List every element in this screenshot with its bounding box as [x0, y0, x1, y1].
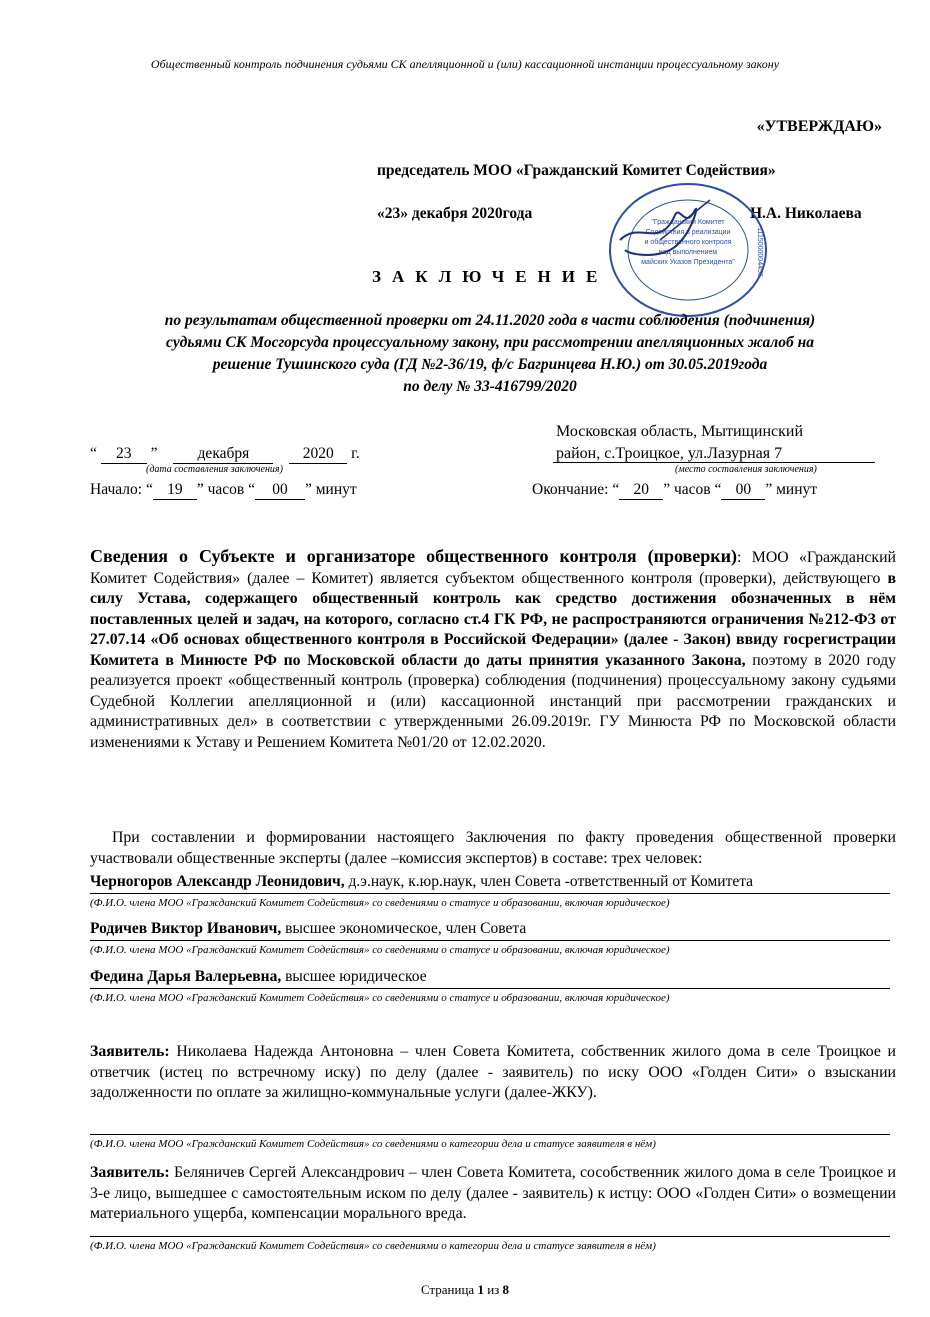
place-line: район, с.Троицкое, ул.Лазурная 7: [556, 445, 783, 462]
member-name: Родичев Виктор Иванович,: [90, 920, 282, 937]
member-caption: (Ф.И.О. члена МОО «Гражданский Комитет Содействия» со сведениями о статусе и образовании, включая юридическое): [90, 897, 670, 909]
subtitle-line: по делу № 33-416799/2020: [403, 378, 577, 395]
end-time-row: Окончание: “ 20 ” часов “ 00 ” минут: [532, 481, 818, 498]
stamp-text-line: и общественного контроля: [644, 239, 732, 246]
date-day: 23: [101, 445, 147, 464]
subject-heading: Сведения о Субъекте и организаторе общественного контроля (проверки): [90, 546, 737, 566]
subject-text: : МОО «Гражданский Комитет Содействия» (далее – Комитет) является субъектом общественного контроля (проверки), действующего: [90, 549, 896, 587]
start-minutes-label: минут: [315, 481, 357, 498]
place-line: Московская область, Мытищинский: [556, 423, 804, 440]
date-row: [90, 445, 360, 464]
document-subtitle: [90, 310, 890, 398]
end-minutes: 00: [721, 481, 765, 500]
start-hours: 19: [153, 481, 197, 500]
place-block: [556, 421, 803, 465]
signer-name: Н.А. Николаева: [750, 205, 862, 222]
start-label: Начало:: [90, 481, 143, 498]
end-label: Окончание:: [532, 481, 609, 498]
document-title: ЗАКЛЮЧЕНИЕ: [372, 267, 609, 286]
end-minutes-label: минут: [776, 481, 818, 498]
approve-date: «23» декабря 2020года: [377, 205, 533, 222]
stamp-text-line: Содействия в реализации: [645, 229, 731, 236]
subtitle-line: по результатам общественной проверки от 24.11.2020 года в части соблюдения (подчинения): [164, 312, 816, 329]
end-hours-label: часов: [673, 481, 711, 498]
member-desc: высшее экономическое, член Совета: [281, 920, 527, 937]
applicant-caption: (Ф.И.О. члена МОО «Гражданский Комитет Содействия» со сведениями о категории дела и статусе заявителя в нём): [90, 1240, 656, 1252]
member-caption: (Ф.И.О. члена МОО «Гражданский Комитет Содействия» со сведениями о статусе и образовании, включая юридическое): [90, 944, 670, 956]
member-entry: [90, 873, 896, 891]
place-caption: (место составления заключения): [675, 464, 817, 475]
applicant-underline: [90, 1236, 890, 1237]
subject-text: поэтому в 2020 году реализуется проект «общественный контроль (проверка) соблюдения (подчинения) процессуальному закону судьями Судебной Коллегии апелляционной и (или) кассационной инстанций при рассмотрении гражданских и административных дел» в соответствии с утвержденными 26.09.2019г. ГУ Минюста РФ по Московской области изменениями к Уставу и Решением Комитета №01/20 от 12.02.2020.: [90, 651, 897, 751]
member-name: Черногоров Александр Леонидович,: [90, 873, 345, 890]
subject-paragraph: [90, 546, 896, 753]
applicant-label: Заявитель:: [90, 1164, 170, 1181]
member-entry: [90, 920, 896, 938]
date-suffix: г.: [351, 445, 360, 462]
applicant-paragraph: [90, 1042, 896, 1104]
date-quote-open: “: [90, 445, 97, 462]
stamp-ogrn: 1115000004456: [756, 227, 763, 277]
subtitle-line: судьями СК Мосгорсуда процессуальному закону, при рассмотрении апелляционных жалоб на: [166, 334, 814, 351]
applicant-caption: (Ф.И.О. члена МОО «Гражданский Комитет Содействия» со сведениями о категории дела и статусе заявителя в нём): [90, 1138, 656, 1150]
date-month: декабря: [173, 445, 273, 464]
applicant-text: Николаева Надежда Антоновна – член Совета Комитета, собственник жилого дома в селе Троицкое и ответчик (истец по встречному иску) по делу (далее - заявитель) по иску ООО «Голден Сити» о взыскании задолженности по оплате за жилищно-коммунальные услуги (далее-ЖКУ).: [90, 1043, 896, 1101]
chairman-line: председатель МОО «Гражданский Комитет Содействия»: [377, 162, 776, 179]
footer-page-total: 8: [502, 1282, 510, 1297]
place-underline: [553, 462, 875, 463]
date-year: 2020: [289, 445, 347, 464]
approve-heading: «УТВЕРЖДАЮ»: [756, 118, 882, 135]
member-underline: [90, 940, 890, 941]
applicant-paragraph: [90, 1163, 896, 1225]
member-desc: высшее юридическое: [281, 968, 427, 985]
date-quote-close: ”: [150, 445, 158, 462]
stamp-text-line: "Гражданский Комитет: [651, 219, 725, 226]
page-footer: [0, 1282, 930, 1298]
header-note: Общественный контроль подчинения судьями СК апелляционной и (или) кассационной инстанции процессуальному закону: [150, 57, 780, 71]
member-desc: д.э.наук, к.юр.наук, член Совета -ответственный от Комитета: [344, 873, 754, 890]
stamp-text-line: над выполнением: [658, 249, 718, 256]
member-underline: [90, 988, 890, 989]
applicant-label: Заявитель:: [90, 1043, 170, 1060]
subject-bold-text: в силу Устава, содержащего общественный контроль как средство достижения обозначенных в нём поставленных целей и задач, на которого, согласно ст.4 ГК РФ, не распространяются ограничения №212-ФЗ от 27.07.14 «Об основах общественного контроля в Российской Федерации» (далее - Закон) ввиду госрегистрации Комитета в Минюсте РФ по Московской области до даты принятия указанного Закона,: [90, 569, 896, 669]
date-caption: (дата составления заключения): [146, 464, 283, 475]
member-entry: [90, 968, 896, 986]
footer-page-label: Страница: [420, 1282, 475, 1297]
stamp-text-line: майских Указов Президента": [641, 259, 735, 266]
footer-page-number: 1: [477, 1282, 484, 1297]
start-hours-label: часов: [207, 481, 245, 498]
member-underline: [90, 893, 890, 894]
footer-of-label: из: [487, 1282, 500, 1297]
applicant-text: Беляничев Сергей Александрович – член Совета Комитета, сособственник жилого дома в селе Троицкое и 3-е лицо, вышедшее с самостоятельным иском по делу (далее - заявитель) к истцу: ООО «Голден Сити» о возмещении материального ущерба, компенсации морального вреда.: [90, 1164, 896, 1222]
applicant-underline: [90, 1134, 890, 1135]
stamp-seal: [600, 180, 770, 320]
member-name: Федина Дарья Валерьевна,: [90, 968, 282, 985]
subtitle-line: решение Тушинского суда (ГД №2-36/19, ф/с Багринцева Н.Ю.) от 30.05.2019года: [212, 356, 768, 373]
experts-paragraph: При составлении и формировании настоящего Заключения по факту проведения общественной проверки участвовали общественные эксперты (далее –комиссия экспертов) в составе: трех человек:: [90, 829, 896, 867]
start-time-row: Начало: “ 19 ” часов “ 00 ” минут: [90, 481, 357, 498]
start-minutes: 00: [255, 481, 305, 500]
end-hours: 20: [619, 481, 663, 500]
member-caption: (Ф.И.О. члена МОО «Гражданский Комитет Содействия» со сведениями о статусе и образовании, включая юридическое): [90, 992, 670, 1004]
